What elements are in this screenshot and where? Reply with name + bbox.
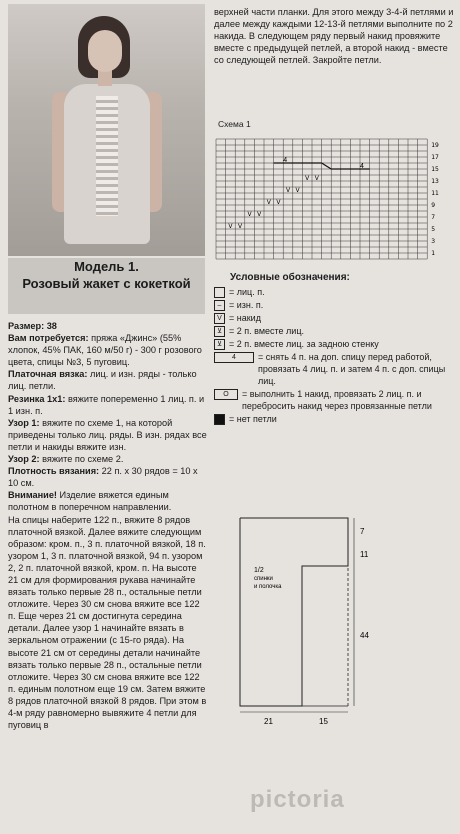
legend-symbol: ⊻ <box>214 326 225 337</box>
chart-symbol: V <box>314 175 319 182</box>
instruction-paragraph: Узор 2: вяжите по схеме 2. <box>8 454 124 465</box>
schema-title: Схема 1 <box>218 119 251 129</box>
legend-symbol <box>214 414 225 425</box>
row-label: 1 <box>431 250 436 257</box>
model-caption <box>8 258 205 314</box>
row-label: 17 <box>431 154 439 161</box>
garment-pattern <box>214 510 394 736</box>
chart-symbol: V <box>237 223 243 230</box>
row-label: 7 <box>431 214 436 221</box>
chart-symbol: V <box>276 199 281 206</box>
legend-item <box>214 351 454 387</box>
cable-line <box>322 163 332 169</box>
legend-item <box>214 388 454 412</box>
row-label: 13 <box>431 178 439 185</box>
chart-symbol: V <box>257 211 262 218</box>
legend-item <box>214 312 454 324</box>
dim-label: 15 <box>319 717 328 726</box>
legend-symbol: ⊻ <box>214 339 225 350</box>
dim-label: 21 <box>264 717 273 726</box>
legend-text: = 2 п. вместе лиц. <box>229 326 304 336</box>
legend-symbol: 4 <box>214 352 254 363</box>
instruction-paragraph: Вам потребуется: пряжа «Джинс» (55% хлопок, 45% ПАК, 160 м/50 г) - 300 г розового цвета, спицы №3, 5 пуговиц. <box>8 333 202 368</box>
legend-text: = 2 п. вместе лиц. за задною стенку <box>229 339 379 349</box>
chart-symbol: V <box>305 175 310 182</box>
instructions-right <box>214 6 454 66</box>
dim-label: 11 <box>360 550 369 559</box>
dim-label: 7 <box>360 527 365 536</box>
chart-symbol: V <box>266 199 271 206</box>
caption-line1: Модель 1. <box>74 259 139 274</box>
instruction-paragraph: Резинка 1х1: вяжите попеременно 1 лиц. п. и 1 изн. п. <box>8 393 205 416</box>
row-label: 3 <box>431 238 436 245</box>
chart-symbol: V <box>247 211 252 218</box>
pattern-outline <box>240 518 348 706</box>
row-label: 19 <box>431 142 439 149</box>
instructions-right-text: верхней части планки. Для этого между 3-4-й петлями и далее между каждыми 12-13-й петлями выполните по 2 накида. В следующем ряду первый накид провяжите вместе с предыдущей петлей, а второй накид - вместе со следующей петлей. Закройте петли. <box>214 7 454 66</box>
pattern-label: спинки <box>254 576 273 582</box>
chart-symbol: V <box>295 187 300 194</box>
watermark: pictoria <box>250 786 345 813</box>
model-photo <box>8 4 205 256</box>
legend-text: = нет петли <box>229 414 277 424</box>
pattern-chart <box>214 137 446 262</box>
legend-text: = изн. п. <box>229 300 264 310</box>
legend-item <box>214 338 454 350</box>
chart-symbol: V <box>228 223 233 230</box>
chart-symbol: V <box>285 187 291 194</box>
legend <box>214 272 454 426</box>
legend-symbol: O <box>214 389 238 400</box>
dim-label: 44 <box>360 631 369 640</box>
cable-label: 4 <box>283 157 288 164</box>
instruction-paragraph: Внимание! Изделие вяжется единым полотном в поперечном направлении. <box>8 490 172 513</box>
instruction-paragraph: На спицы наберите 122 п., вяжите 8 рядов платочной вязкой. Далее вяжите следующим образом: кром. п., 3 п. платочной вязкой, 18 п. узором 1, 3 п. платочной вязкой, 94 п. узором 2, 2 п. платочной вязкой, кром. п. На высоте 21 см для формирования рукава начинайте вязать только первые 28 п., остальные петли отложите. Через 30 см снова вяжите все 122 п. Еще через 21 см достигнута середина детали. Далее узор 1 начинайте вязать в зеркальном отражении (с 15-го ряда). На высоте 21 см от середины детали начинайте вязать только первые 28 п., остальные петли отложите. Через 30 см снова вяжите все 122 п. единым полотном еще 19 см. Затем вяжите 8 рядов платочной вязкой 8 рядов. При этом в 4-м ряду равномерно вывяжите 4 петли для пуговиц в <box>8 514 207 731</box>
legend-title: Условные обозначения: <box>230 272 350 283</box>
legend-symbol: V <box>214 313 225 324</box>
cable-label: 4 <box>360 163 364 170</box>
pattern-label: 1/2 <box>254 567 264 574</box>
legend-text: = лиц. п. <box>229 287 265 297</box>
caption-line2: Розовый жакет с кокеткой <box>22 276 191 291</box>
instruction-paragraph: Узор 1: вяжите по схеме 1, на которой приведены только лиц. ряды. В изн. рядах все петли и накиды вяжите изн. <box>8 417 207 452</box>
legend-symbol <box>214 287 225 298</box>
instruction-paragraph: Плотность вязания: 22 п. х 30 рядов = 10 х 10 см. <box>8 466 198 489</box>
instruction-paragraph: Платочная вязка: лиц. и изн. ряды - только лиц. петли. <box>8 369 197 392</box>
legend-text: = выполнить 1 накид, провязать 2 лиц. п. и перебросить накид через провязанные петли <box>242 389 432 411</box>
row-label: 9 <box>431 202 436 209</box>
legend-item <box>214 413 454 425</box>
legend-text: = накид <box>229 313 261 323</box>
legend-item <box>214 286 454 298</box>
instruction-paragraph: Размер: 38 <box>8 321 57 331</box>
legend-item <box>214 325 454 337</box>
legend-text: = снять 4 п. на доп. спицу перед работой, провязать 4 лиц. п. и затем 4 п. с доп. спицы лиц. <box>258 352 446 386</box>
row-label: 15 <box>431 166 439 173</box>
legend-item <box>214 299 454 311</box>
legend-symbol: – <box>214 300 225 311</box>
pattern-label: и полочка <box>254 584 282 590</box>
row-label: 5 <box>431 226 436 233</box>
row-label: 11 <box>431 190 439 197</box>
instructions-left <box>8 320 208 731</box>
